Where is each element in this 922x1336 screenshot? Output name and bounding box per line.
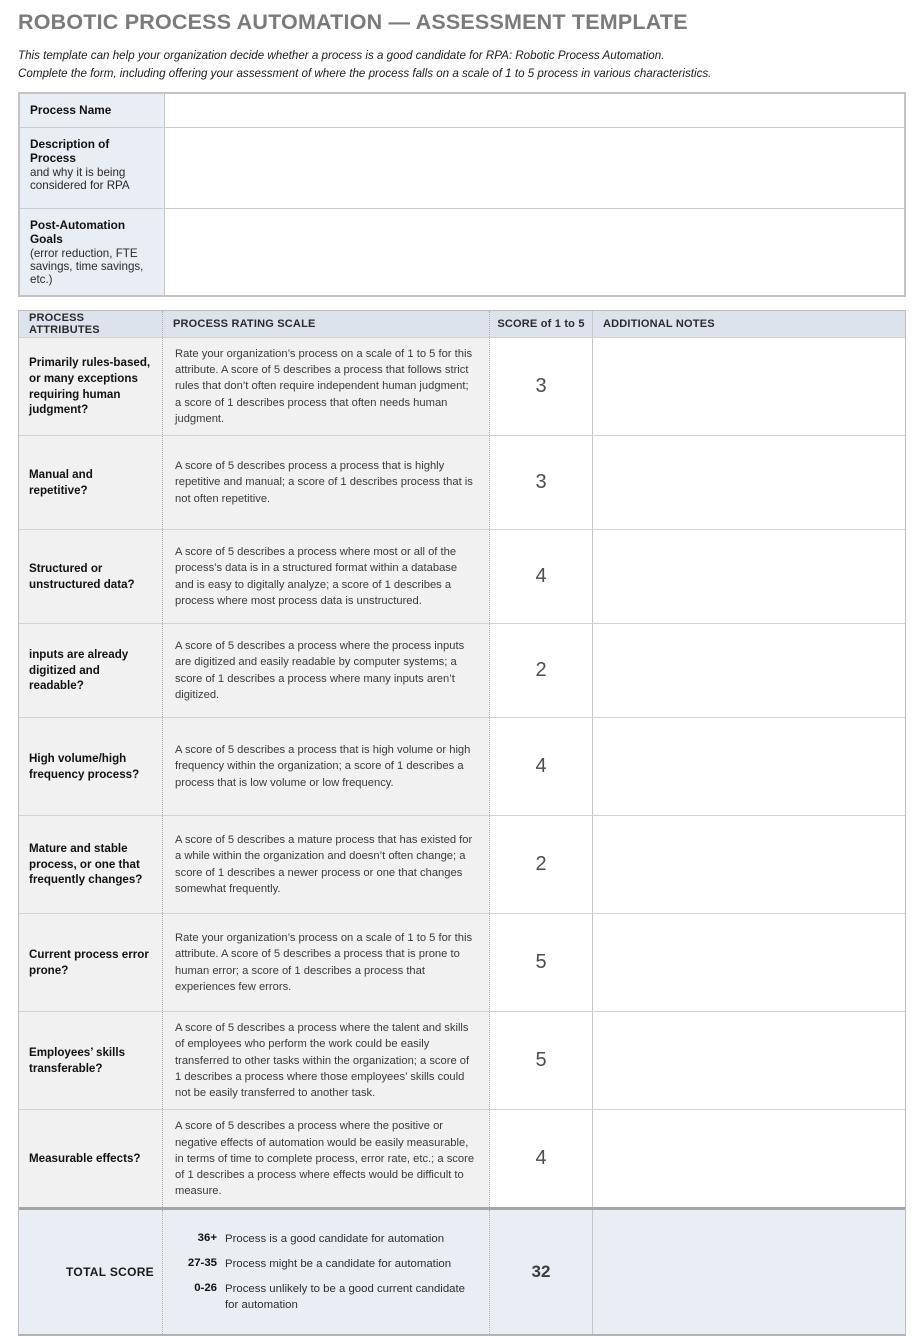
- info-row-description: [20, 128, 904, 209]
- table-row: [19, 717, 905, 815]
- notes-cell[interactable]: [593, 816, 905, 913]
- attribute-label: Primarily rules-based, or many exceptions requiring human judgment?: [19, 338, 163, 435]
- rating-description: A score of 5 describes a process where the positive or negative effects of automation would be easily measurable, in terms of time to complete process, error rate, etc.; a score of 1 describes a process where effects would be difficult to measure.: [163, 1110, 490, 1207]
- total-score-value: 32: [531, 1262, 551, 1282]
- notes-cell[interactable]: [593, 624, 905, 717]
- info-row-goals: [20, 209, 904, 295]
- total-score-cell[interactable]: [490, 1210, 593, 1334]
- attribute-label: Measurable effects?: [19, 1110, 163, 1207]
- score-cell[interactable]: [490, 718, 593, 815]
- table-row: [19, 913, 905, 1011]
- notes-cell[interactable]: [593, 718, 905, 815]
- score-value: 5: [535, 1049, 547, 1072]
- notes-cell[interactable]: [593, 1110, 905, 1207]
- score-cell[interactable]: [490, 338, 593, 435]
- goals-label: [20, 209, 165, 295]
- legend-text: Process is a good candidate for automation: [225, 1232, 445, 1245]
- notes-cell[interactable]: [593, 914, 905, 1011]
- process-name-field[interactable]: [165, 94, 904, 127]
- intro-line-2: Complete the form, including offering your assessment of where the process falls on a scale of 1 to 5 process in various characteristics.: [18, 66, 712, 80]
- table-row: [19, 815, 905, 913]
- attribute-label: Employees’ skills transferable?: [19, 1012, 163, 1109]
- score-cell[interactable]: [490, 530, 593, 623]
- score-value: 4: [535, 565, 547, 588]
- table-row: [19, 1109, 905, 1207]
- attribute-label: Structured or unstructured data?: [19, 530, 163, 623]
- rating-description: A score of 5 describes a process where most or all of the process’s data is in a structured format within a database and is easy to digitally analyze; a score of 1 describes a process where most process data is unstructured.: [163, 530, 490, 623]
- notes-cell[interactable]: [593, 1012, 905, 1109]
- legend-range: 36+: [197, 1231, 217, 1244]
- notes-cell[interactable]: [593, 530, 905, 623]
- total-score-row: [19, 1207, 905, 1334]
- rating-description: A score of 5 describes a process that is high volume or high frequency within the organization; a score of 1 describes a process that is low volume or low frequency.: [163, 718, 490, 815]
- intro-text: [18, 47, 906, 83]
- total-notes-cell[interactable]: [593, 1210, 905, 1334]
- score-value: 3: [535, 375, 547, 398]
- score-value: 5: [535, 951, 547, 974]
- rating-description: Rate your organization’s process on a scale of 1 to 5 for this attribute. A score of 5 describes a process that is prone to human error; a score of 1 describes a process that experiences few errors.: [163, 914, 490, 1011]
- table-row: [19, 623, 905, 717]
- total-score-label: TOTAL SCORE: [19, 1210, 163, 1334]
- notes-cell[interactable]: [593, 436, 905, 529]
- score-value: 4: [535, 1147, 547, 1170]
- table-row: [19, 337, 905, 435]
- table-row: [19, 435, 905, 529]
- attribute-label: inputs are already digitized and readable?: [19, 624, 163, 717]
- score-cell[interactable]: [490, 624, 593, 717]
- process-info-form: [18, 92, 906, 297]
- rating-description: A score of 5 describes a mature process that has existed for a while within the organization and doesn’t often change; a score of 1 describes a newer process or one that changes somewhat frequently.: [163, 816, 490, 913]
- score-cell[interactable]: [490, 1110, 593, 1207]
- label-sub: (error reduction, FTE savings, time savings, etc.): [30, 246, 144, 286]
- attribute-label: Mature and stable process, or one that frequently changes?: [19, 816, 163, 913]
- legend-item: [169, 1282, 479, 1313]
- rating-description: A score of 5 describes a process where the process inputs are digitized and easily readable by computer systems; a score of 1 describes a process where many inputs aren’t digitized.: [163, 624, 490, 717]
- label-sub: and why it is being considered for RPA: [30, 165, 130, 192]
- legend-text: Process might be a candidate for automation: [225, 1258, 452, 1271]
- label-main: Process Name: [30, 102, 112, 117]
- attribute-label: Current process error prone?: [19, 914, 163, 1011]
- rating-description: A score of 5 describes a process where the talent and skills of employees who perform the work could be easily transferred to other tasks within the organization; a score of 1 describes a process where those employees’ skills could not be easily transferred to another task.: [163, 1012, 490, 1109]
- process-name-label: [20, 94, 165, 127]
- score-value: 2: [535, 659, 547, 682]
- goals-field[interactable]: [165, 209, 904, 295]
- legend-text: Process unlikely to be a good current candidate for automation: [225, 1283, 465, 1311]
- score-value: 2: [535, 853, 547, 876]
- info-row-process-name: [20, 94, 904, 128]
- intro-line-1: This template can help your organization decide whether a process is a good candidate for RPA: Robotic Process Automation.: [18, 49, 665, 62]
- score-value: 3: [535, 471, 547, 494]
- attribute-label: Manual and repetitive?: [19, 436, 163, 529]
- score-cell[interactable]: [490, 1012, 593, 1109]
- header-rating-scale: PROCESS RATING SCALE: [163, 311, 490, 337]
- table-row: [19, 529, 905, 623]
- assessment-table: [18, 310, 906, 1336]
- legend-item: [169, 1232, 479, 1247]
- table-header-row: [19, 311, 905, 337]
- table-row: [19, 1011, 905, 1109]
- page-title: ROBOTIC PROCESS AUTOMATION — ASSESSMENT TEMPLATE: [18, 10, 688, 34]
- legend-range: 0-26: [194, 1282, 217, 1295]
- description-field[interactable]: [165, 128, 904, 208]
- legend-range: 27-35: [187, 1257, 217, 1270]
- label-main: Description of Process: [30, 136, 110, 165]
- header-score: SCORE of 1 to 5: [490, 311, 593, 337]
- rating-description: Rate your organization’s process on a scale of 1 to 5 for this attribute. A score of 5 describes a process that follows strict rules that don’t often require independent human judgment; a score of 1 describes process that often needs human judgment.: [163, 338, 490, 435]
- description-label: [20, 128, 165, 208]
- header-additional-notes: ADDITIONAL NOTES: [603, 317, 715, 330]
- score-cell[interactable]: [490, 914, 593, 1011]
- score-cell[interactable]: [490, 436, 593, 529]
- score-legend: [163, 1210, 490, 1334]
- score-value: 4: [535, 755, 547, 778]
- header-process-attributes: PROCESS ATTRIBUTES: [19, 311, 163, 337]
- legend-item: [169, 1257, 479, 1272]
- notes-cell[interactable]: [593, 338, 905, 435]
- label-main: Post-Automation Goals: [30, 217, 126, 246]
- score-cell[interactable]: [490, 816, 593, 913]
- rating-description: A score of 5 describes process a process that is highly repetitive and manual; a score of 1 describes process that is not often repetitive.: [163, 436, 490, 529]
- attribute-label: High volume/high frequency process?: [19, 718, 163, 815]
